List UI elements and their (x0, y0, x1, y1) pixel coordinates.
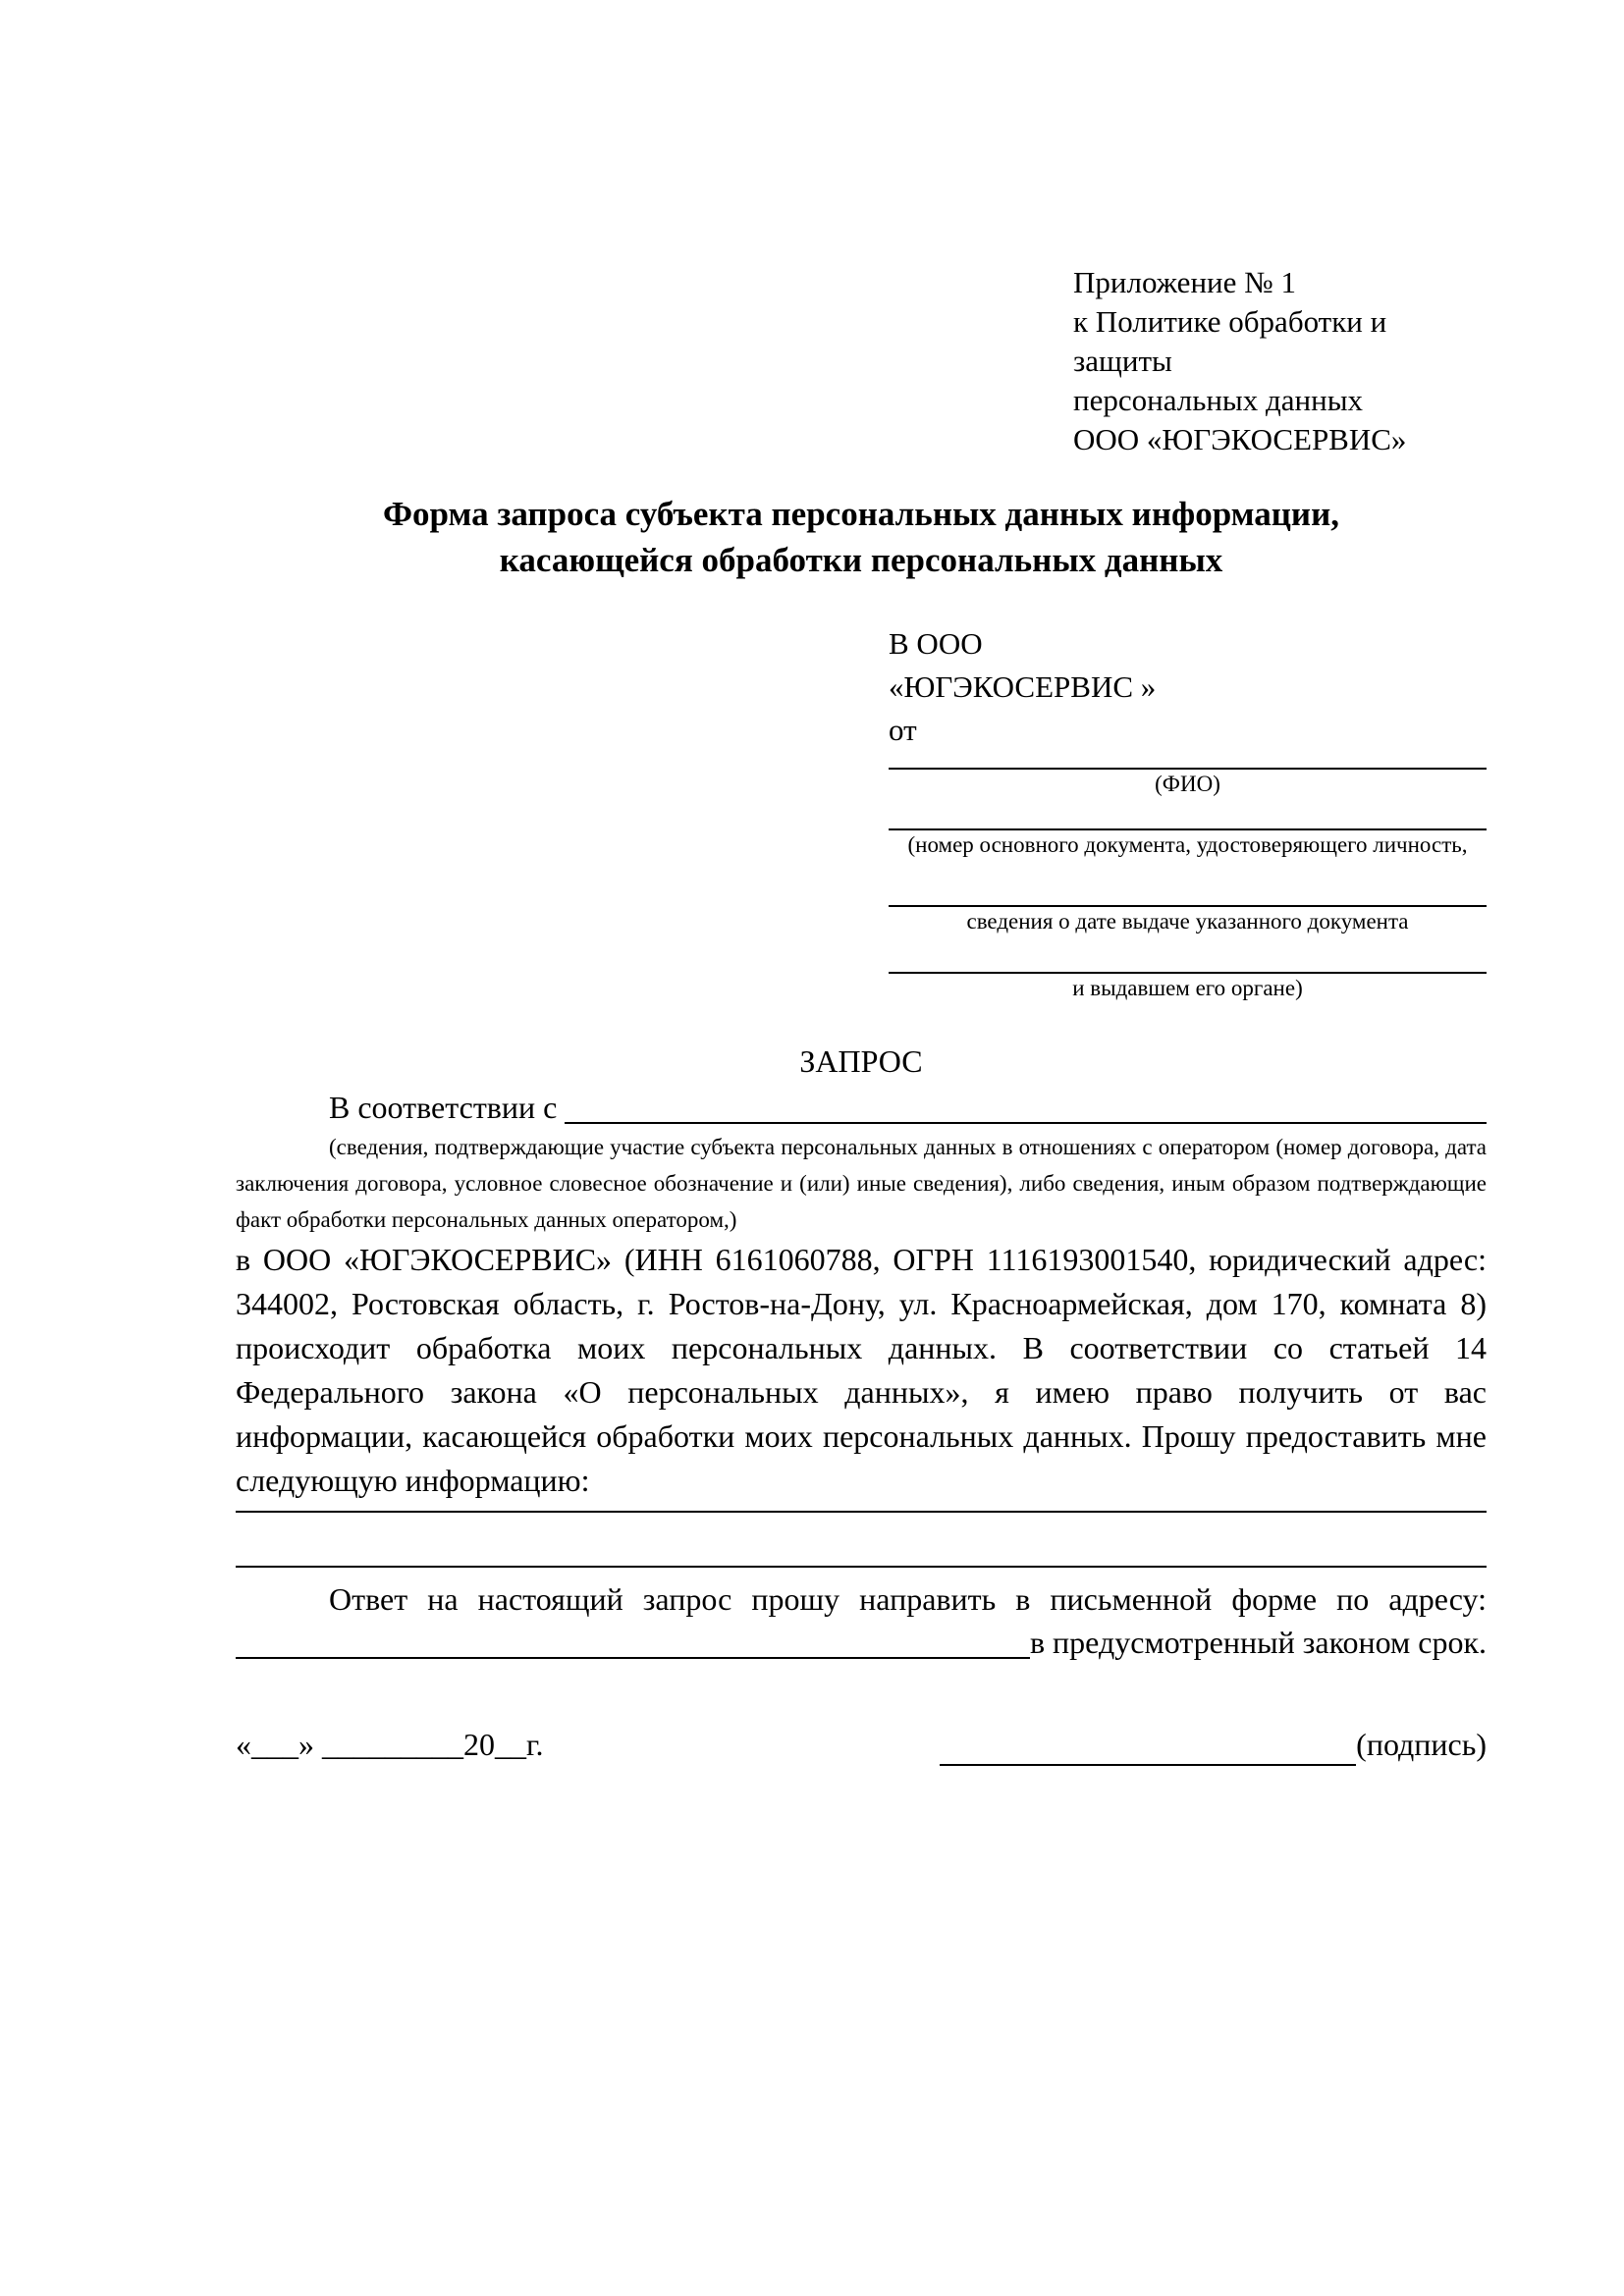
appendix-header-line: к Политике обработки и защиты (1073, 304, 1387, 378)
request-heading: ЗАПРОС (799, 1043, 923, 1079)
reply-tail-label: в предусмотренный законом срок. (1029, 1625, 1487, 1660)
doc-number-fill-line (889, 799, 1487, 830)
blank-fill-line-2 (236, 1513, 1487, 1568)
reply-sentence: Ответ на настоящий запрос прошу направить в письменной форме по адресу: (329, 1581, 1487, 1617)
address-fill-line (236, 1621, 1030, 1659)
date-field: «___» _________20__г. (236, 1727, 544, 1762)
signature-caption: (подпись) (1356, 1727, 1487, 1762)
recipient-line: «ЮГЭКОСЕРВИС » (889, 669, 1157, 704)
fio-fill-line (889, 752, 1487, 770)
issuer-caption: и выдавшем его органе) (1072, 976, 1303, 1000)
page-title-line: касающейся обработки персональных данных (499, 541, 1223, 579)
blank-fill-line-1 (236, 1503, 1487, 1513)
intro-row (236, 1086, 1487, 1129)
reply-tail-row (236, 1621, 1487, 1664)
intro-label: В соответствии с (329, 1090, 566, 1125)
recipient-block (889, 622, 1487, 1003)
fio-caption: (ФИО) (1155, 772, 1220, 796)
footnote-text: (сведения, подтверждающие участие субъекта персональных данных в отношениях с оператором (номер договора, дата заключения договора, условное словесное обозначение и (или) иные сведения), либо сведения, иным образом подтверждающие факт обработки персональных данных оператором,) (236, 1135, 1487, 1232)
recipient-line: В ООО (889, 626, 983, 661)
issuer-fill-line (889, 936, 1487, 974)
signature-area (940, 1723, 1487, 1766)
body-paragraph: в ООО «ЮГЭКОСЕРВИС» (ИНН 6161060788, ОГРН 1116193001540, юридический адрес: 344002, Ростовская область, г. Ростов-на-Дону, ул. Красноармейская, дом 170, комната 8) происходит обработка моих персональных данных. В соответствии со статьей 14 Федерального закона «О персональных данных», я имею право получить от вас информации, касающейся обработки моих персональных данных. Прошу предоставить мне следующую информацию: (236, 1242, 1487, 1498)
issue-date-caption: сведения о дате выдаче указанного документа (966, 909, 1409, 934)
appendix-header (1073, 263, 1487, 459)
appendix-header-line: персональных данных (1073, 383, 1364, 417)
appendix-header-line: Приложение № 1 (1073, 265, 1296, 299)
date-signature-row (236, 1723, 1487, 1766)
recipient-line: от (889, 713, 917, 747)
signature-fill-line (940, 1727, 1356, 1766)
appendix-header-line: ООО «ЮГЭКОСЕРВИС» (1073, 422, 1407, 456)
issue-date-fill-line (889, 860, 1487, 907)
page-title-line: Форма запроса субъекта персональных данных информации, (382, 495, 1340, 533)
page-title (236, 491, 1487, 583)
intro-fill-line (565, 1086, 1487, 1124)
doc-number-caption: (номер основного документа, удостоверяющего личность, (907, 832, 1468, 857)
